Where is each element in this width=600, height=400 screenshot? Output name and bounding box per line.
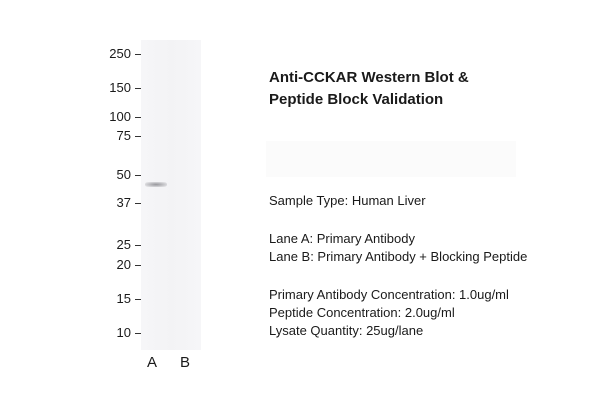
mw-marker (90, 168, 142, 182)
mw-marker (90, 129, 142, 143)
primary-antibody-concentration: Primary Antibody Concentration: 1.0ug/ml (269, 287, 509, 302)
mw-marker (90, 258, 142, 272)
lysate-quantity: Lysate Quantity: 25ug/lane (269, 323, 424, 338)
mw-marker (90, 81, 142, 95)
conditions-info (269, 286, 509, 340)
mw-marker (90, 196, 142, 210)
lane-a-label: A (147, 354, 158, 371)
mw-marker-label: 150 (109, 80, 131, 95)
lane-info (269, 230, 527, 266)
lane-b-description: Lane B: Primary Antibody + Blocking Peptide (269, 249, 528, 264)
mw-marker-label: 20 (116, 257, 131, 272)
mw-marker-label: 25 (116, 237, 131, 252)
mw-marker (90, 47, 142, 61)
peptide-concentration: Peptide Concentration: 2.0ug/ml (269, 305, 455, 320)
mw-marker-label: 37 (116, 195, 131, 210)
lane-b-label: B (180, 354, 191, 371)
sample-info (269, 192, 426, 210)
mw-marker-label: 10 (116, 325, 131, 340)
mw-marker (90, 238, 142, 252)
mw-marker-label: 75 (116, 128, 131, 143)
mw-marker-label: 15 (116, 291, 131, 306)
mw-marker-label: 50 (116, 167, 131, 182)
lane-a-description: Lane A: Primary Antibody (269, 231, 415, 246)
mw-marker (90, 110, 142, 124)
mw-marker-label: 100 (109, 109, 131, 124)
mw-marker (90, 326, 142, 340)
sample-type-text: Sample Type: Human Liver (269, 193, 426, 208)
figure-title-line-1: Anti-CCKAR Western Blot & (269, 69, 469, 86)
blot-membrane (141, 40, 201, 350)
figure-title-line-2: Peptide Block Validation (269, 91, 444, 108)
lane-a-band (145, 182, 167, 187)
mw-marker (90, 292, 142, 306)
figure-title (269, 67, 589, 111)
mw-marker-label: 250 (109, 46, 131, 61)
placeholder-box (266, 141, 516, 177)
